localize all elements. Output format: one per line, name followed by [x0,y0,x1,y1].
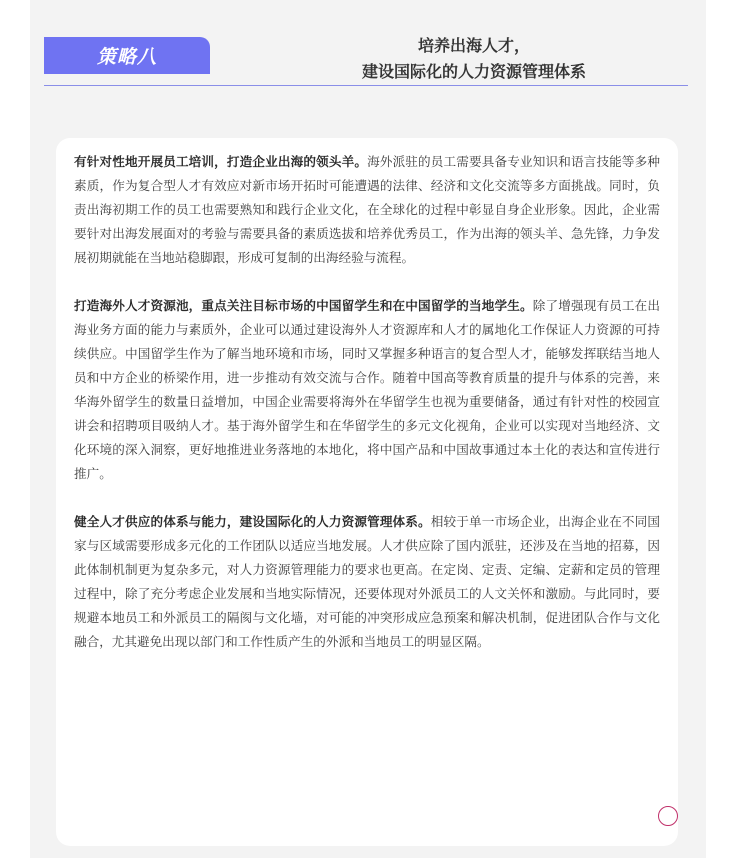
section-title [244,33,704,85]
strategy-badge: 策略八 [44,37,210,74]
paragraph-training [74,150,660,270]
paragraph-talent-pool [74,294,660,486]
header-divider [44,85,688,86]
paragraph-lead: 有针对性地开展员工培训，打造企业出海的领头羊。 [74,154,368,169]
circle-marker-icon [658,806,678,826]
content-card [56,138,678,846]
section-header [44,28,688,86]
paragraph-body: 海外派驻的员工需要具备专业知识和语言技能等多种素质，作为复合型人才有效应对新市场开拓时可能遭遇的法律、经济和文化交流等多方面挑战。同时，负责出海初期工作的员工也需要熟知和践行企业文化，在全球化的过程中彰显自身企业形象。因此，企业需要针对出海发展面对的考验与需要具备的素质选拔和培养优秀员工，作为出海的领头羊、急先锋，力争发展初期就能在当地站稳脚跟，形成可复制的出海经验与流程。 [74,154,661,265]
title-line-2: 建设国际化的人力资源管理体系 [361,62,586,81]
paragraph-body: 相较于单一市场企业，出海企业在不同国家与区域需要形成多元化的工作团队以适应当地发展。人才供应除了国内派驻，还涉及在当地的招募，因此体制机制更为复杂多元，对人力资源管理能力的要求也更高。在定岗、定责、定编、定薪和定员的管理过程中，除了充分考虑企业发展和当地实际情况，还要体现对外派员工的人文关怀和激励。与此同时，要规避本地员工和外派员工的隔阂与文化墙，对可能的冲突形成应急预案和解决机制，促进团队合作与文化融合，尤其避免出现以部门和工作性质产生的外派和当地员工的明显区隔。 [74,514,661,649]
paragraph-hr-system [74,510,660,654]
article-page [30,0,706,858]
paragraph-lead: 打造海外人才资源池，重点关注目标市场的中国留学生和在中国留学的当地学生。 [74,298,533,313]
paragraph-lead: 健全人才供应的体系与能力，建设国际化的人力资源管理体系。 [74,514,431,529]
paragraph-body: 除了增强现有员工在出海业务方面的能力与素质外，企业可以通过建设海外人才资源库和人才的属地化工作保证人力资源的可持续供应。中国留学生作为了解当地环境和市场，同时又掌握多种语言的复合型人才，能够发挥联结当地人员和中方企业的桥梁作用，进一步推动有效交流与合作。随着中国高等教育质量的提升与体系的完善，来华海外留学生的数量日益增加，中国企业需要将海外在华留学生也视为重要储备，通过有针对性的校园宣讲会和招聘项目吸纳人才。基于海外留学生和在华留学生的多元文化视角，企业可以实现对当地经济、文化环境的深入洞察，更好地推进业务落地的本地化，将中国产品和中国故事通过本土化的表达和宣传进行推广。 [74,298,661,481]
title-line-1: 培养出海人才， [417,36,530,55]
